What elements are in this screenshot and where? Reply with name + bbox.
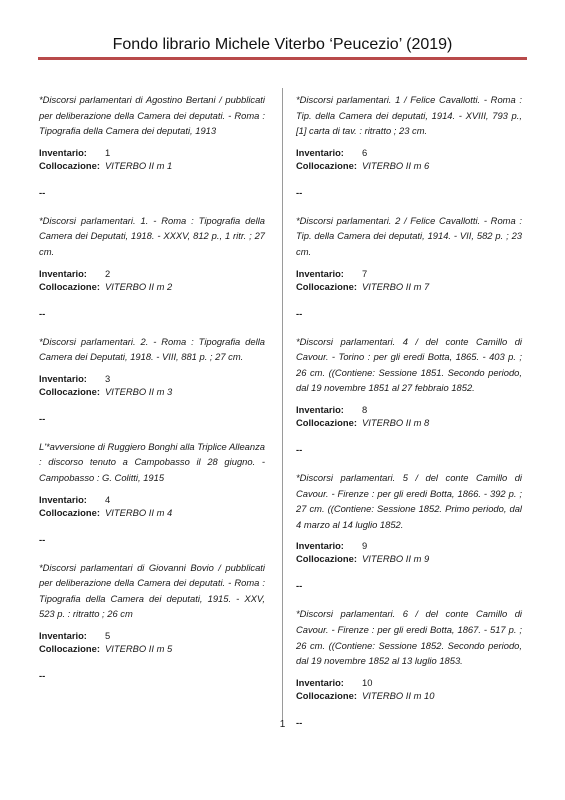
collocazione-value: VITERBO II m 6 [362, 159, 430, 171]
collocazione-label: Collocazione: [296, 689, 357, 701]
right-column [296, 92, 522, 743]
collocazione-label: Collocazione: [39, 385, 100, 397]
collocazione-label: Collocazione: [39, 506, 100, 518]
inventario-label: Inventario: [39, 146, 87, 158]
entry-separator: -- [39, 669, 46, 681]
collocazione-value: VITERBO II m 2 [105, 280, 173, 292]
entry-separator: -- [296, 580, 303, 592]
collocazione-value: VITERBO II m 5 [105, 642, 173, 654]
collocazione-label: Collocazione: [296, 416, 357, 428]
catalog-entry [39, 439, 265, 546]
catalog-entry [39, 213, 265, 320]
catalog-entry [296, 213, 522, 320]
entry-separator: -- [39, 412, 46, 424]
inventario-label: Inventario: [39, 493, 87, 505]
entry-description: *Discorsi parlamentari. 1. - Roma : Tipografia della Camera dei Deputati, 1918. - XXXV, 812 p., 1 ritr. ; 27 cm. [39, 214, 265, 257]
entry-separator: -- [296, 307, 303, 319]
inventario-value: 4 [105, 493, 111, 505]
inventario-value: 5 [105, 629, 111, 641]
inventario-value: 2 [105, 267, 111, 279]
entry-separator: -- [39, 307, 46, 319]
column-divider [282, 88, 283, 720]
catalog-entry [296, 606, 522, 728]
entry-description: *Discorsi parlamentari. 4 / del conte Camillo di Cavour. - Torino : per gli eredi Botta, 1865. - 403 p. ; 26 cm. ((Contiene: Sessione 1851. Secondo periodo, dal 19 novembre 1851 al 27 febbraio 1852. [296, 335, 522, 394]
inventario-value: 7 [362, 267, 368, 279]
catalog-entry [39, 334, 265, 425]
inventario-label: Inventario: [296, 676, 344, 688]
entry-separator: -- [39, 533, 46, 545]
catalog-entry [39, 92, 265, 199]
entry-separator: -- [296, 716, 303, 728]
inventario-value: 9 [362, 540, 368, 552]
collocazione-label: Collocazione: [39, 642, 100, 654]
entry-description: *Discorsi parlamentari. 2 / Felice Cavallotti. - Roma : Tip. della Camera dei deputati, 1914. - VII, 582 p. ; 23 cm. [296, 214, 522, 257]
inventario-label: Inventario: [39, 372, 87, 384]
left-column [39, 92, 265, 696]
inventario-label: Inventario: [39, 267, 87, 279]
inventario-value: 1 [105, 146, 111, 158]
inventario-value: 10 [362, 676, 373, 688]
entry-description: *Discorsi parlamentari di Agostino Bertani / pubblicati per deliberazione della Camera dei deputati. - Roma : Tipografia della Camera dei deputati, 1913 [39, 94, 265, 137]
collocazione-label: Collocazione: [296, 159, 357, 171]
catalog-entry [296, 92, 522, 199]
collocazione-value: VITERBO II m 7 [362, 280, 430, 292]
catalog-entry [296, 470, 522, 592]
page-number: 1 [279, 719, 286, 730]
entry-separator: -- [296, 186, 303, 198]
entry-separator: -- [39, 186, 46, 198]
catalog-entry [296, 334, 522, 456]
entry-description: *Discorsi parlamentari di Giovanni Bovio / pubblicati per deliberazione della Camera dei deputati. - Roma : Tipografia della Camera dei deputati, 1915. - XXV, 523 p. : ritratto ; 26 cm [39, 561, 265, 620]
collocazione-value: VITERBO II m 3 [105, 385, 173, 397]
header-rule [38, 57, 527, 60]
entry-description: *Discorsi parlamentari. 5 / del conte Camillo di Cavour. - Firenze : per gli eredi Botta, 1866. - 392 p. ; 27 cm. ((Contiene: Sessione 1852. Primo periodo, dal 4 marzo al 14 luglio 1852. [296, 471, 522, 530]
page-title: Fondo librario Michele Viterbo ‘Peucezio’ (2019) [112, 36, 453, 53]
catalog-entry [39, 560, 265, 682]
inventario-value: 3 [105, 372, 111, 384]
inventario-label: Inventario: [296, 146, 344, 158]
inventario-label: Inventario: [39, 629, 87, 641]
collocazione-value: VITERBO II m 1 [105, 159, 173, 171]
inventario-label: Inventario: [296, 267, 344, 279]
entry-description: *Discorsi parlamentari. 1 / Felice Cavallotti. - Roma : Tip. della Camera dei deputati, 1914. - XVIII, 793 p., [1] carta di tav. : ritratto ; 23 cm. [296, 94, 522, 137]
collocazione-label: Collocazione: [39, 280, 100, 292]
collocazione-value: VITERBO II m 10 [362, 689, 435, 701]
entry-description: L'*avversione di Ruggiero Bonghi alla Triplice Alleanza : discorso tenuto a Campobasso il 28 giugno. - Campobasso : G. Colitti, 1915 [39, 440, 265, 483]
entry-separator: -- [296, 443, 303, 455]
collocazione-label: Collocazione: [296, 553, 357, 565]
entry-description: *Discorsi parlamentari. 6 / del conte Camillo di Cavour. - Firenze : per gli eredi Botta, 1867. - 517 p. ; 26 cm. ((Contiene: Sessione 1852. Secondo periodo, dal 19 novembre 1852 al 13 luglio 1853. [296, 608, 522, 667]
collocazione-value: VITERBO II m 4 [105, 506, 173, 518]
inventario-label: Inventario: [296, 403, 344, 415]
inventario-value: 8 [362, 403, 368, 415]
collocazione-value: VITERBO II m 9 [362, 553, 430, 565]
inventario-value: 6 [362, 146, 368, 158]
collocazione-label: Collocazione: [296, 280, 357, 292]
collocazione-value: VITERBO II m 8 [362, 416, 430, 428]
collocazione-label: Collocazione: [39, 159, 100, 171]
entry-description: *Discorsi parlamentari. 2. - Roma : Tipografia della Camera dei Deputati, 1918. - VIII, 881 p. ; 27 cm. [39, 335, 265, 363]
inventario-label: Inventario: [296, 540, 344, 552]
